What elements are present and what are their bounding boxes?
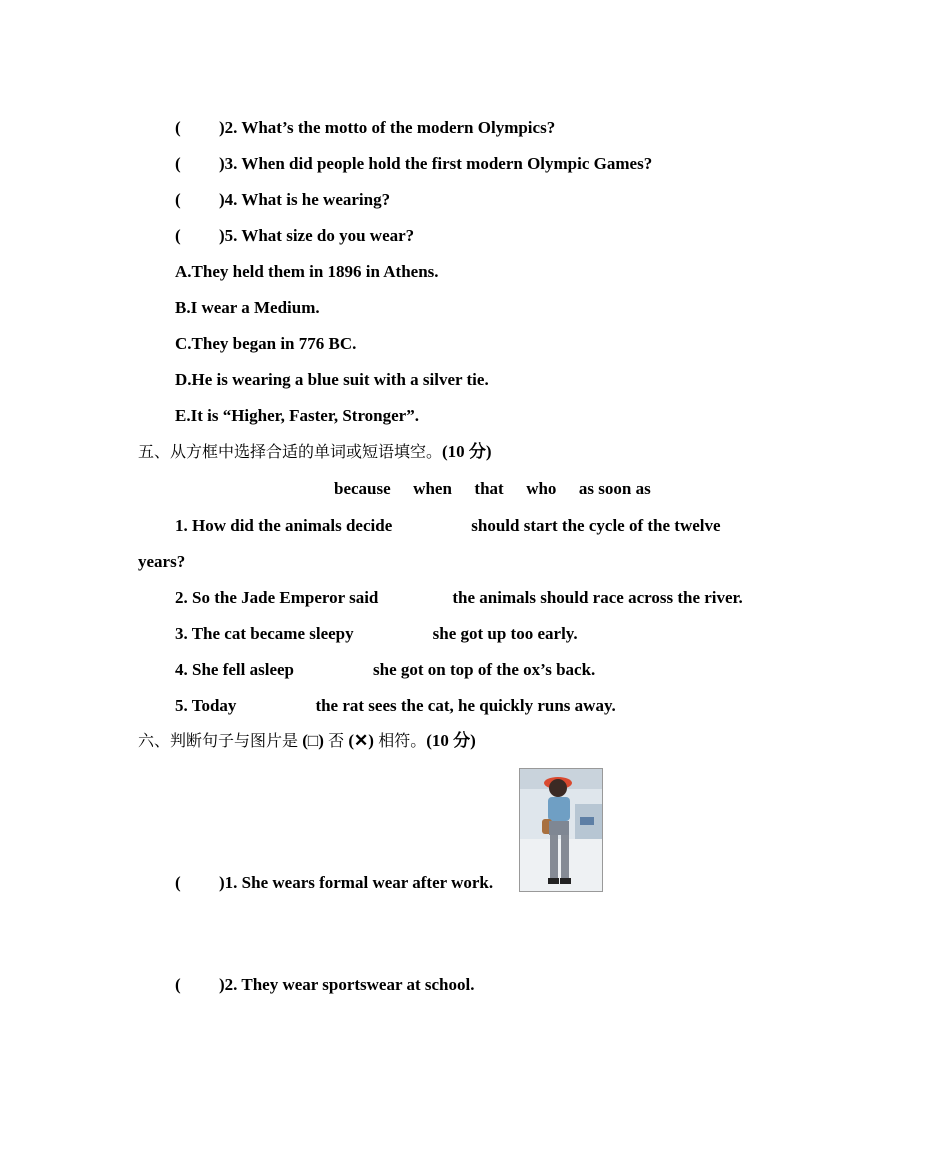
false-mark: (✕) (344, 731, 379, 750)
sentence-text: she got up too early. (432, 624, 578, 643)
answer-option-d: D.He is wearing a blue suit with a silver tie. (175, 370, 489, 389)
sentence-text: 3. The cat became sleepy (175, 624, 354, 643)
sentence-text: the rat sees the cat, he quickly runs away. (315, 696, 616, 715)
question-3 (175, 154, 652, 174)
true-mark: (□) (298, 731, 329, 750)
section-5-heading (138, 442, 492, 462)
photo-illustration (520, 769, 602, 891)
sentence-text: she got on top of the ox’s back. (373, 660, 596, 679)
answer-blank[interactable]: ( (175, 190, 181, 209)
judge-item-2 (175, 975, 474, 995)
judge-item-1 (175, 873, 493, 893)
fill-sentence-3 (175, 624, 578, 644)
answer-option-c: C.They began in 776 BC. (175, 334, 357, 353)
sentence-text: 1. How did the animals decide (175, 516, 393, 535)
section-5-score: (10 分) (442, 442, 492, 461)
question-5 (175, 226, 414, 246)
item-text: )2. They wear sportswear at school. (219, 975, 475, 994)
word-box (334, 479, 651, 499)
section-6-score: (10 分) (426, 731, 476, 750)
word-option: when (413, 479, 452, 498)
sentence-text: 4. She fell asleep (175, 660, 294, 679)
answer-blank[interactable]: ( (175, 154, 181, 173)
section-6-title: 六、判断句子与图片是 (138, 731, 299, 750)
sentence-text: should start the cycle of the twelve (471, 516, 721, 535)
word-option: that (474, 479, 504, 498)
word-option: because (334, 479, 391, 498)
section-6-title: 否 (328, 731, 345, 750)
question-text: )4. What is he wearing? (219, 190, 391, 209)
woman-casual-wear-photo (519, 768, 603, 892)
fill-sentence-1 (175, 516, 721, 536)
word-option: as soon as (578, 479, 651, 498)
fill-sentence-4 (175, 660, 595, 680)
question-text: )3. When did people hold the first modern Olympic Games? (219, 154, 653, 173)
answer-blank[interactable]: ( (175, 873, 181, 892)
question-text: )5. What size do you wear? (219, 226, 415, 245)
sentence-text: the animals should race across the river. (452, 588, 743, 607)
fill-sentence-1-continuation: years? (138, 552, 186, 571)
sentence-text: 2. So the Jade Emperor said (175, 588, 379, 607)
answer-blank[interactable]: ( (175, 118, 181, 137)
answer-blank[interactable]: ( (175, 975, 181, 994)
section-6-heading (138, 731, 476, 751)
answer-option-b: B.I wear a Medium. (175, 298, 320, 317)
answer-option-a: A.They held them in 1896 in Athens. (175, 262, 439, 281)
question-2 (175, 118, 555, 138)
fill-sentence-2 (175, 588, 743, 608)
word-option: who (526, 479, 557, 498)
answer-blank[interactable]: ( (175, 226, 181, 245)
question-4 (175, 190, 390, 210)
section-5-title: 五、从方框中选择合适的单词或短语填空。 (138, 442, 443, 461)
section-6-title: 相符。 (378, 731, 427, 750)
sentence-text: 5. Today (175, 696, 237, 715)
question-text: )2. What’s the motto of the modern Olympics? (219, 118, 556, 137)
item-text: )1. She wears formal wear after work. (219, 873, 494, 892)
fill-sentence-5 (175, 696, 616, 716)
answer-option-e: E.It is “Higher, Faster, Stronger”. (175, 406, 419, 425)
